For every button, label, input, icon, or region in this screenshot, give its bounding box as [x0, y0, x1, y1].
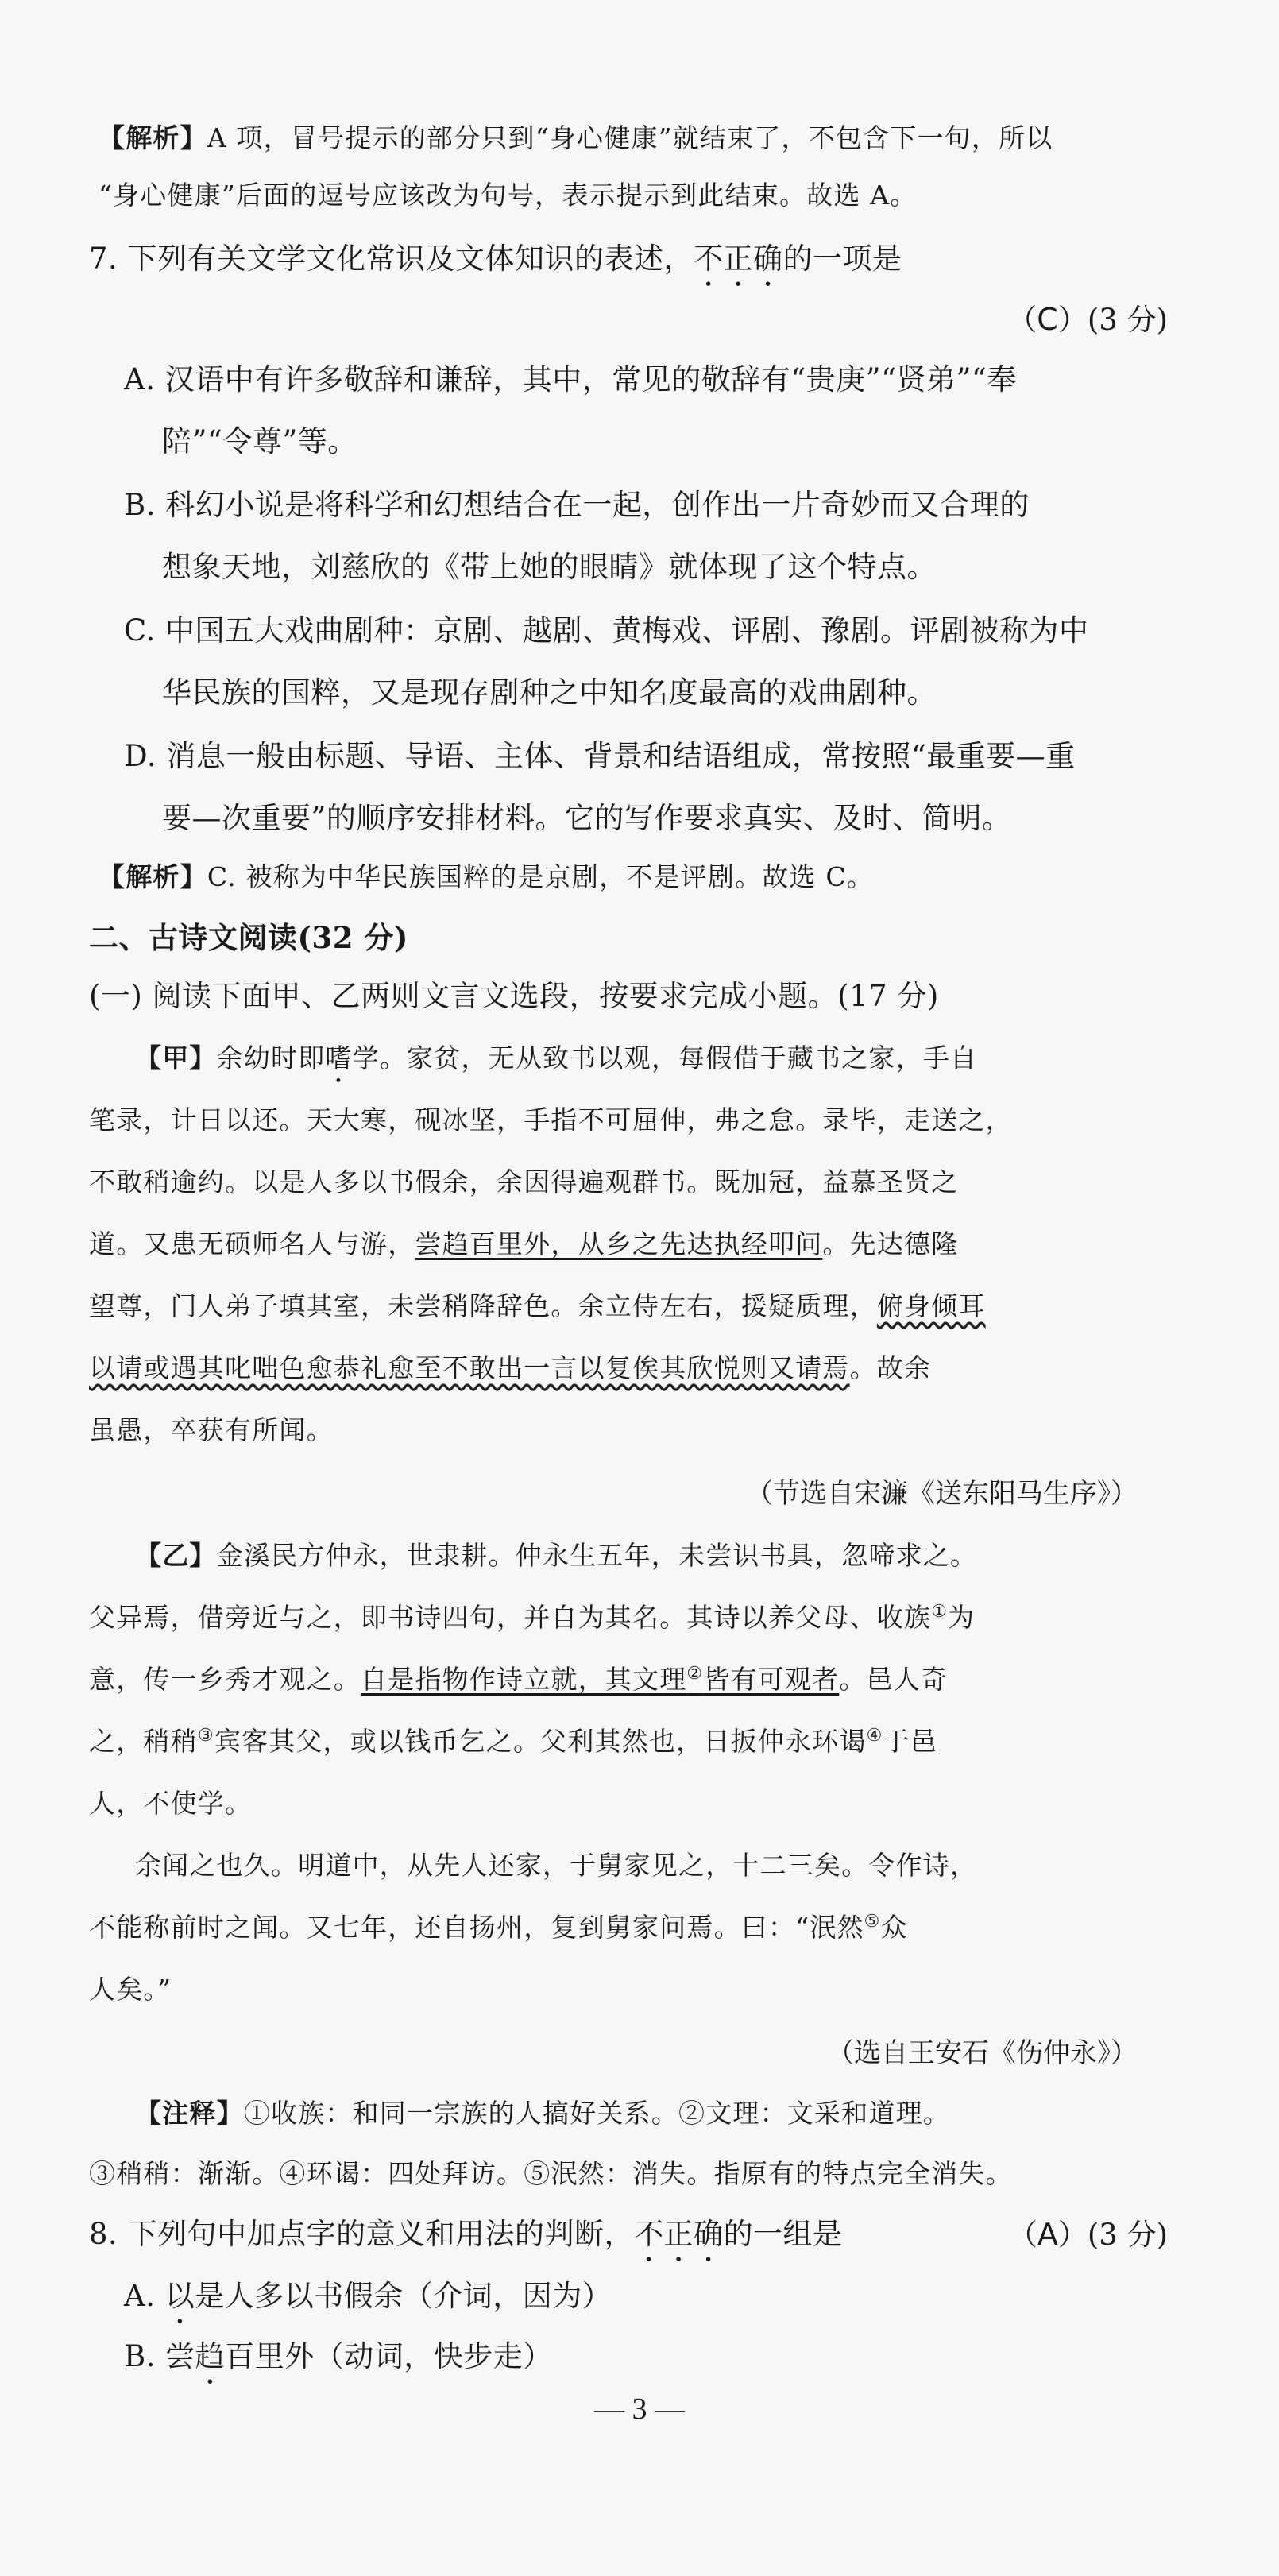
- stem-text-end: 的一组是: [723, 2217, 843, 2251]
- passage-text: 为: [948, 1602, 976, 1633]
- notes-label: 【注释】: [135, 2098, 244, 2129]
- page-number: — 3 —: [594, 2392, 685, 2426]
- q8-option-a: [124, 2276, 612, 2330]
- wavy-underlined-sentence: 俯身倾耳: [876, 1290, 986, 1321]
- jia-line4: [89, 1225, 958, 1263]
- wavy-underlined-sentence: 以请或遇其叱咄色愈恭礼愈至不敢出一言以复俟其欣悦则又请焉: [89, 1352, 850, 1383]
- q7-option-a-line2: 陪”“令尊”等。: [162, 424, 357, 458]
- stem-text: 8. 下列句中加点字的意义和用法的判断，: [89, 2217, 635, 2251]
- jia-line2: 笔录，计日以还。天大寒，砚冰坚，手指不可屈伸，弗之怠。录毕，走送之，: [89, 1104, 1013, 1135]
- underlined-sentence: [361, 1664, 839, 1695]
- passage-text: 宾客其父，或以钱币乞之。父利其然也，日扳仲永环谒: [214, 1726, 867, 1757]
- analysis-text: C. 被称为中华民族国粹的是京剧，不是评剧。故选 C。: [207, 861, 875, 892]
- yi-p2-line2: [89, 1909, 908, 1947]
- passage-text: 金溪民方仲永，世隶耕。仲永生五年，未尝识书具，忽啼求之。: [216, 1540, 978, 1571]
- passage-text: 。故余: [849, 1352, 932, 1383]
- yi-source: （选自王安石《伤仲永》）: [827, 2037, 1138, 2069]
- stem-text-end: 的一项是: [782, 242, 902, 276]
- q7-option-d-line1: D. 消息一般由标题、导语、主体、背景和结语组成，常按照“最重要—重: [124, 739, 1076, 773]
- passage-tag: 【乙】: [135, 1540, 217, 1571]
- answer-close: ）(3 分): [1057, 303, 1168, 337]
- q6-analysis-line1: [99, 119, 1053, 157]
- emphasized-char: 以: [164, 2279, 195, 2313]
- stem-emphasis: 不正确: [694, 242, 783, 276]
- stem-text: 7. 下列有关文学文化常识及文体知识的表述，: [89, 242, 694, 276]
- yi-line5: 人，不使学。: [89, 1788, 253, 1819]
- passage-text: 父异焉，借旁近与之，即书诗四句，并自为其名。其诗以养父母、收族: [89, 1602, 932, 1633]
- q7-option-b-line1: B. 科幻小说是将科学和幻想结合在一起，创作出一片奇妙而又合理的: [124, 488, 1030, 522]
- q7-analysis: [99, 858, 874, 896]
- option-label: B. 尝: [124, 2339, 195, 2373]
- emphasized-char: 嗜: [325, 1042, 353, 1073]
- q8-stem: [89, 2214, 843, 2269]
- passage-text: 学。家贫，无从致书以观，每假借于藏书之家，手自: [352, 1042, 978, 1073]
- passage-text: 于邑: [883, 1726, 937, 1757]
- passage-text: 众: [880, 1912, 908, 1943]
- passage-text: 不能称前时之闻。又七年，还自扬州，复到舅家问焉。曰：“泯然: [89, 1912, 864, 1943]
- yi-line2: [89, 1599, 975, 1637]
- option-text: 是人多以书假余（介词，因为）: [195, 2279, 612, 2313]
- underlined-sentence: 尝趋百里外，从乡之先达执经叩问: [415, 1228, 823, 1259]
- yi-p2-line1: 余闻之也久。明道中，从先人还家，于舅家见之，十二三矣。令作诗，: [135, 1850, 978, 1881]
- q8-option-b: [124, 2336, 553, 2391]
- yi-line4: [89, 1723, 937, 1761]
- notes-text: ①收族：和同一宗族的人搞好关系。②文理：文采和道理。: [243, 2098, 951, 2129]
- answer-letter: C: [1037, 302, 1058, 337]
- footnote-mark: ⑤: [864, 1912, 881, 1932]
- answer-close: ）(3 分): [1057, 2218, 1168, 2252]
- yi-p2-line3: 人矣。”: [89, 1974, 172, 2005]
- answer-open: （: [1007, 2218, 1037, 2252]
- jia-line6: [89, 1349, 931, 1387]
- notes-line2: ③稍稍：渐渐。④环谒：四处拜访。⑤泯然：消失。指原有的特点完全消失。: [89, 2158, 1013, 2189]
- q7-option-c-line2: 华民族的国粹，又是现存剧种之中知名度最高的戏曲剧种。: [162, 675, 937, 710]
- passage-text: 。先达德隆: [822, 1228, 959, 1259]
- yi-line1: [135, 1537, 977, 1575]
- option-label: A.: [124, 2279, 165, 2313]
- underlined-text: 自是指物作诗立就，其文理: [361, 1664, 687, 1695]
- q7-option-b-line2: 想象天地，刘慈欣的《带上她的眼睛》就体现了这个特点。: [162, 550, 937, 584]
- q7-stem: [89, 238, 902, 293]
- passage-text: 望尊，门人弟子填其室，未尝稍降辞色。余立侍左右，援疑质理，: [89, 1290, 877, 1321]
- analysis-label: 【解析】: [99, 122, 207, 153]
- passage-tag: 【甲】: [135, 1042, 217, 1073]
- jia-line1: [135, 1039, 977, 1089]
- q7-option-c-line1: C. 中国五大戏曲剧种：京剧、越剧、黄梅戏、评剧、豫剧。评剧被称为中: [124, 613, 1089, 648]
- analysis-label: 【解析】: [99, 861, 207, 892]
- subsection-title: (一) 阅读下面甲、乙两则文言文选段，按要求完成小题。(17 分): [89, 979, 939, 1013]
- option-text: 百里外（动词，快步走）: [225, 2339, 553, 2373]
- passage-text: 余幼时即: [216, 1042, 326, 1073]
- passage-text: 道。又患无硕师名人与游，: [89, 1228, 415, 1259]
- section-title: 二、古诗文阅读(32 分): [89, 920, 408, 955]
- q6-analysis-line2: “身心健康”后面的逗号应该改为句号，表示提示到此结束。故选 A。: [99, 180, 918, 211]
- jia-line3: 不敢稍逾约。以是人多以书假余，余因得遍观群书。既加冠，益慕圣贤之: [89, 1166, 959, 1197]
- answer-open: （: [1007, 303, 1037, 337]
- jia-line5: [89, 1287, 986, 1325]
- q7-answer: [1007, 299, 1168, 341]
- passage-text: 意，传一乡秀才观之。: [89, 1664, 361, 1695]
- answer-letter: A: [1037, 2217, 1058, 2252]
- emphasized-char: 趋: [195, 2339, 226, 2373]
- footnote-mark: ④: [866, 1726, 883, 1746]
- footnote-mark: ③: [197, 1726, 214, 1746]
- footnote-mark: ①: [931, 1602, 949, 1622]
- notes-line1: [135, 2094, 950, 2133]
- q7-option-a-line1: A. 汉语中有许多敬辞和谦辞，其中，常见的敬辞有“贵庚”“贤弟”“奉: [124, 362, 1017, 396]
- analysis-text: A 项，冒号提示的部分只到“身心健康”就结束了，不包含下一句，所以: [207, 122, 1053, 153]
- q8-answer: [1008, 2214, 1168, 2256]
- q7-option-d-line2: 要—次重要”的顺序安排材料。它的写作要求真实、及时、简明。: [162, 801, 1012, 835]
- underlined-text: 皆有可观者: [703, 1664, 840, 1695]
- footnote-mark: ②: [686, 1664, 704, 1684]
- jia-source: （节选自宋濂《送东阳马生序》）: [746, 1478, 1138, 1510]
- passage-text: 之，稍稍: [89, 1726, 198, 1757]
- passage-text: 。邑人奇: [839, 1664, 949, 1695]
- stem-emphasis: 不正确: [634, 2217, 724, 2251]
- jia-line7: 虽愚，卒获有所闻。: [89, 1414, 334, 1445]
- yi-line3: [89, 1661, 948, 1699]
